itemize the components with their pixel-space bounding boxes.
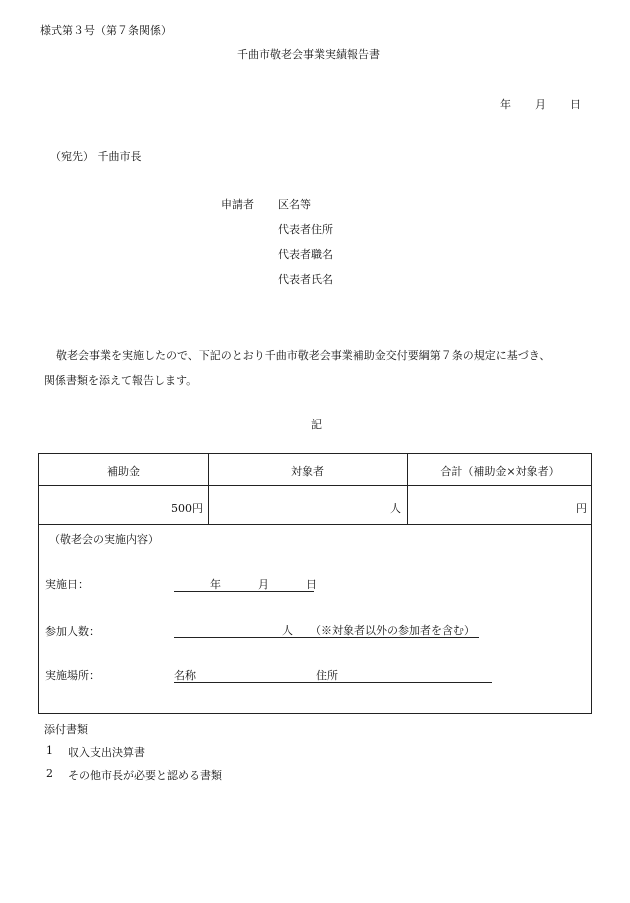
date-day: 日 <box>570 98 581 111</box>
body-text-line-1: 敬老会事業を実施したので、下記のとおり千曲市敬老会事業補助金交付要綱第７条の規定に基づき、 <box>56 349 551 362</box>
count-row-unit: 人 <box>282 624 293 637</box>
date-row-underline <box>174 591 314 592</box>
date-row-day: 日 <box>306 578 317 591</box>
date-row-month: 月 <box>258 578 269 591</box>
document-title: 千曲市敬老会事業実績報告書 <box>237 48 380 61</box>
count-row-note: （※対象者以外の参加者を含む） <box>310 624 475 637</box>
applicant-field-name: 代表者氏名 <box>278 273 333 286</box>
header-total: 合計（補助金×対象者） <box>440 465 560 478</box>
value-target: 人 <box>390 502 401 515</box>
form-label: 様式第３号（第７条関係） <box>40 24 172 37</box>
applicant-label: 申請者 <box>221 198 254 211</box>
addressee: （宛先） 千曲市長 <box>50 150 142 163</box>
date-month: 月 <box>535 98 546 111</box>
body-text-line-2: 関係書類を添えて報告します。 <box>44 374 198 387</box>
place-row-name-label: 名称 <box>174 669 196 682</box>
place-row-label: 実施場所： <box>45 669 100 682</box>
applicant-field-address: 代表者住所 <box>278 223 333 236</box>
attachment-item-text: その他市長が必要と認める書類 <box>68 769 222 782</box>
ki-heading: 記 <box>311 418 322 431</box>
date-row-year: 年 <box>210 578 221 591</box>
value-subsidy: 500円 <box>171 502 203 515</box>
value-total: 円 <box>576 502 587 515</box>
date-row-label: 実施日： <box>45 578 89 591</box>
table-divider <box>39 524 591 525</box>
table-divider <box>39 485 591 486</box>
applicant-field-district: 区名等 <box>278 198 311 211</box>
implementation-section-title: （敬老会の実施内容） <box>49 533 159 546</box>
place-row-address-label: 住所 <box>316 669 338 682</box>
header-subsidy: 補助金 <box>107 465 140 478</box>
report-table <box>38 453 592 714</box>
applicant-field-title: 代表者職名 <box>278 248 333 261</box>
attachments-title: 添付書類 <box>44 723 88 736</box>
header-target: 対象者 <box>291 465 324 478</box>
count-row-label: 参加人数： <box>45 625 100 638</box>
attachment-item-text: 収入支出決算書 <box>68 746 145 759</box>
date-year: 年 <box>500 98 511 111</box>
attachment-item-number: 2 <box>46 767 53 780</box>
attachment-item-number: 1 <box>46 744 53 757</box>
